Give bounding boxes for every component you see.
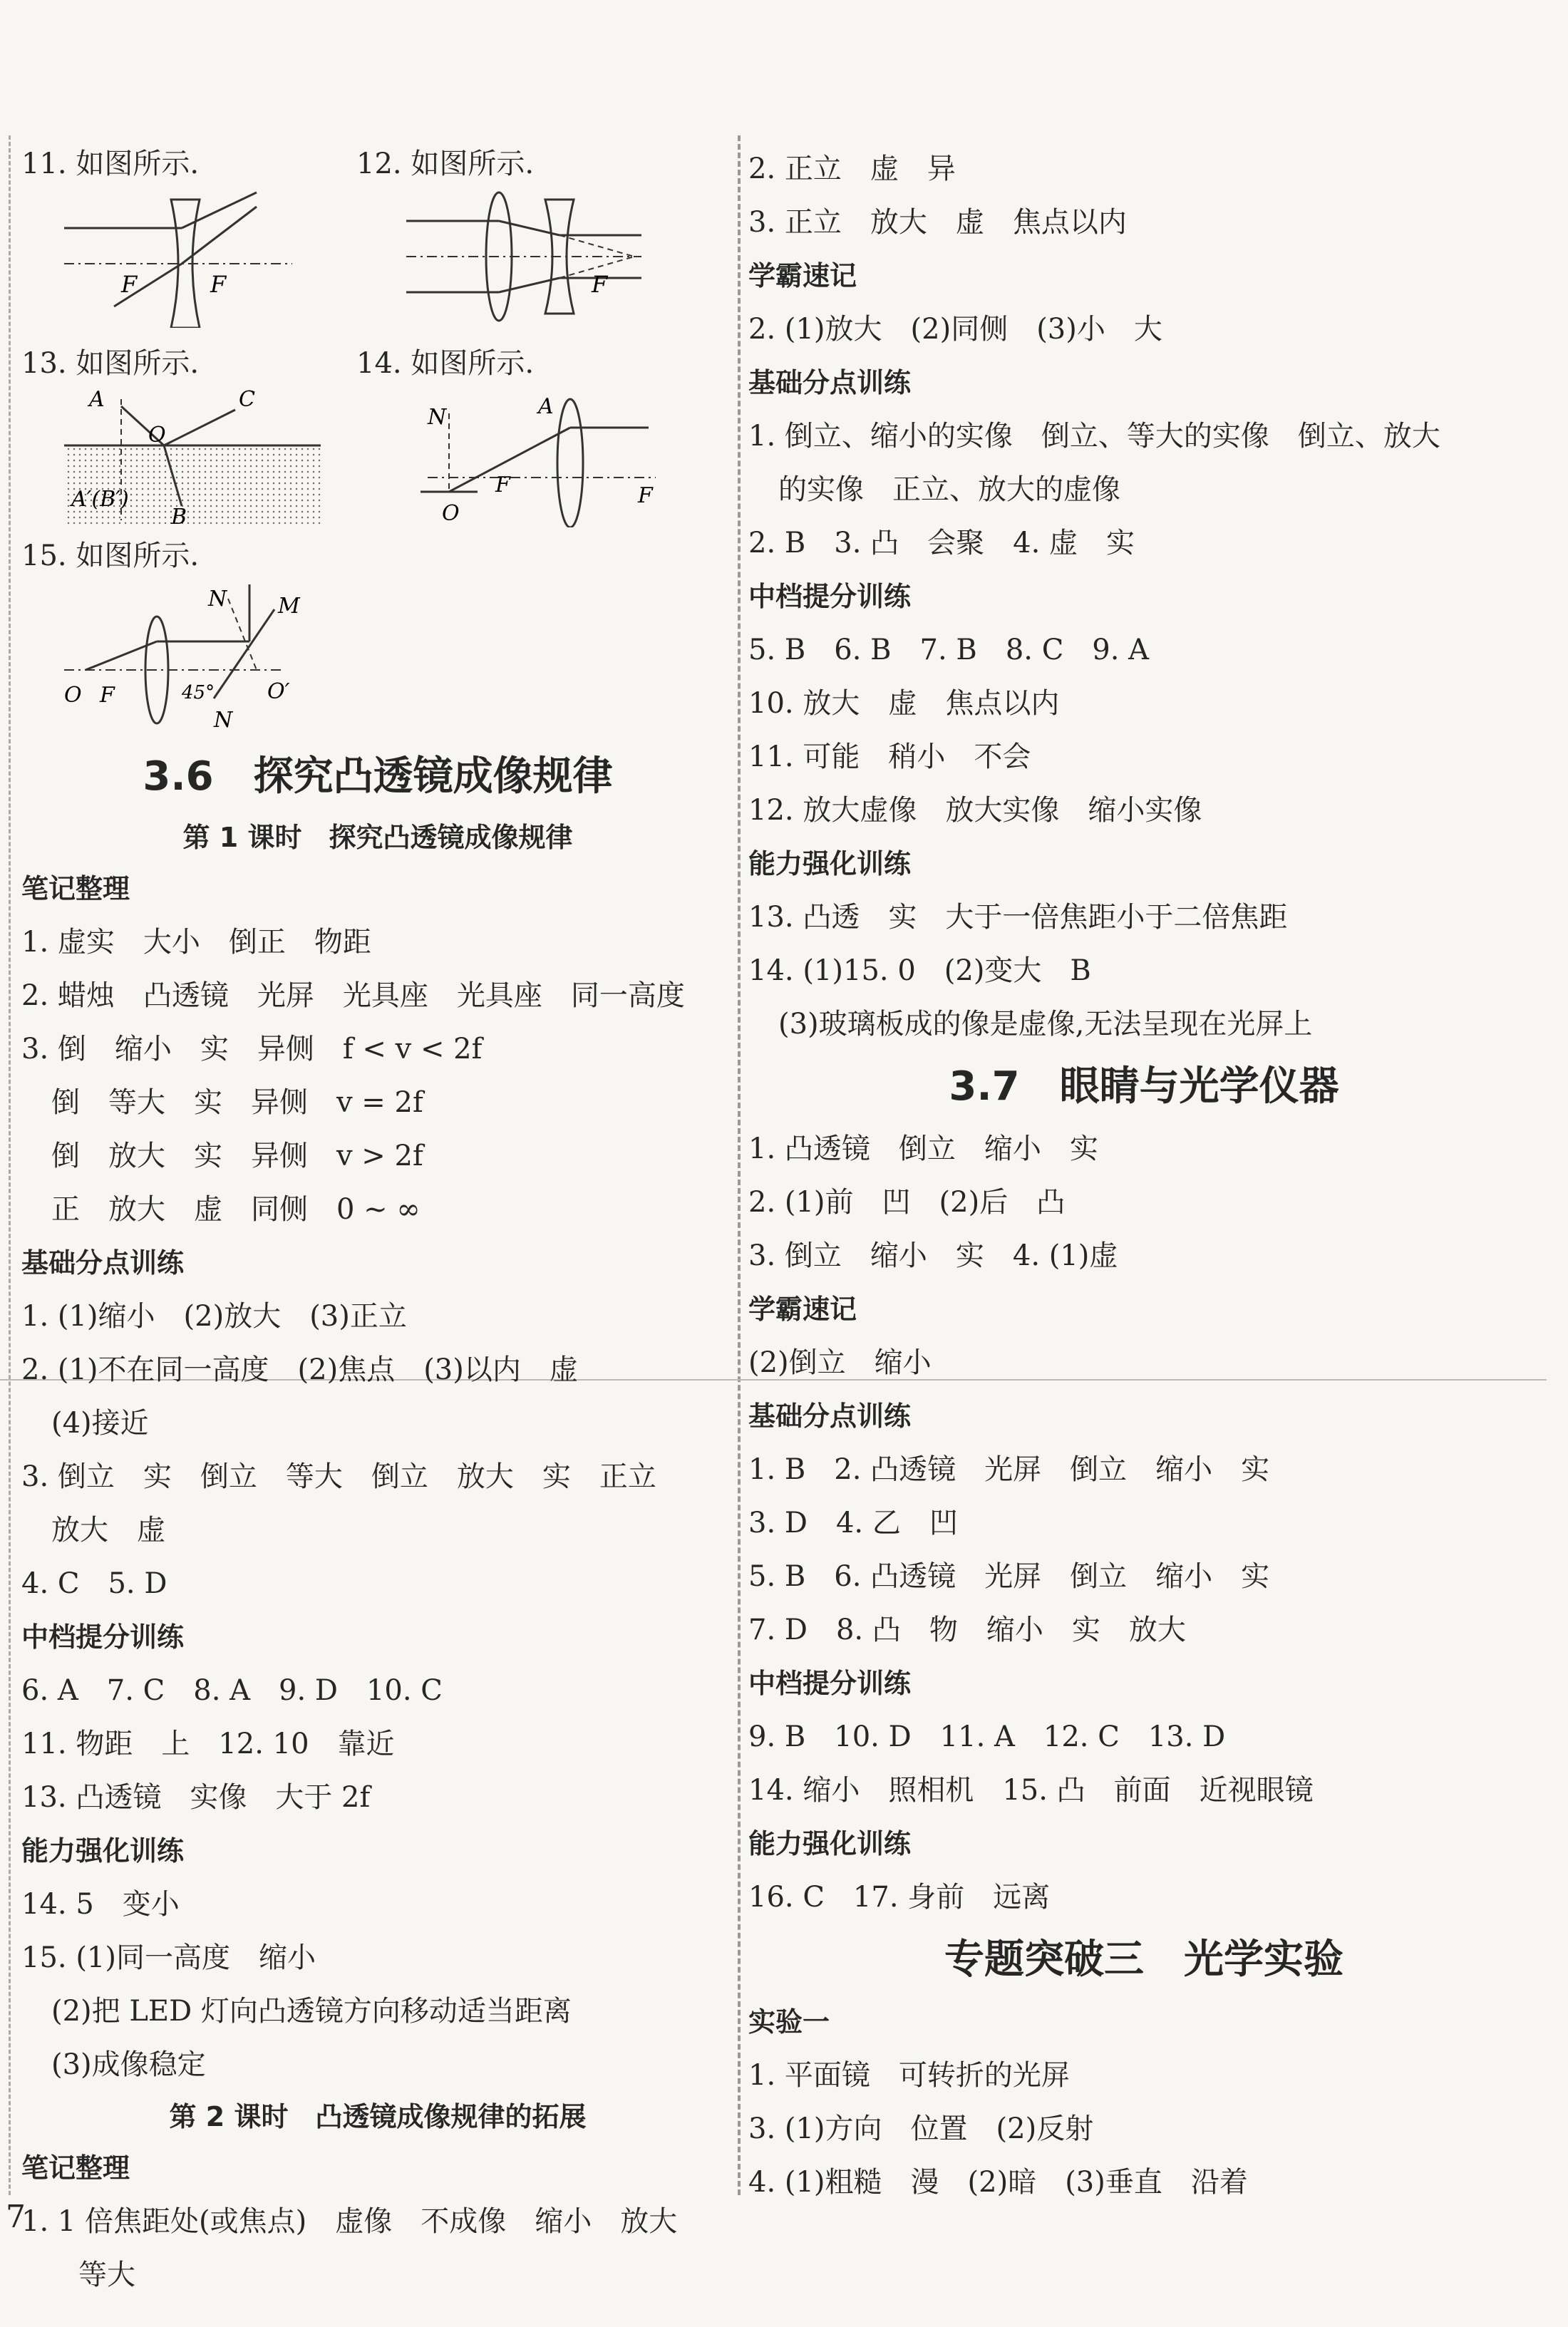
fig14-label-A: A xyxy=(538,394,554,419)
answer-line: 1. (1)缩小 (2)放大 (3)正立 xyxy=(21,1300,407,1333)
fig15-label-N-bottom: N xyxy=(214,708,233,733)
lesson-1-title: 第 1 课时 探究凸透镜成像规律 xyxy=(182,822,573,853)
answer-line: 2. 蜡烛 凸透镜 光屏 光具座 光具座 同一高度 xyxy=(21,979,685,1012)
left-margin-dash xyxy=(9,135,11,2195)
fig13-label-C: C xyxy=(239,387,255,412)
heading-mid-2: 中档提分训练 xyxy=(748,581,912,612)
fig15-label-45: 45° xyxy=(182,682,215,703)
heading-quick-2: 学霸速记 xyxy=(748,1294,857,1325)
heading-ability-2: 能力强化训练 xyxy=(748,848,912,879)
answer-line: 倒 放大 实 异侧 v > 2f xyxy=(51,1140,423,1172)
answer-line: 2. (1)前 凹 (2)后 凸 xyxy=(748,1186,1066,1219)
answer-line: 的实像 正立、放大的虚像 xyxy=(778,473,1120,506)
fig11-label-F-right: F xyxy=(210,271,227,298)
figure-15 xyxy=(21,535,449,737)
fig13-label-O: O xyxy=(148,423,166,448)
figure-13 xyxy=(21,342,349,530)
answer-line: 3. 正立 放大 虚 焦点以内 xyxy=(748,206,1127,239)
answer-line: 13. 凸透镜 实像 大于 2f xyxy=(21,1781,371,1814)
answer-line: 6. A 7. C 8. A 9. D 10. C xyxy=(21,1674,443,1707)
answer-line: 7. D 8. 凸 物 缩小 实 放大 xyxy=(748,1614,1186,1646)
answer-line: 11. 物距 上 12. 10 靠近 xyxy=(21,1728,395,1760)
fig15-label-O: O xyxy=(64,683,82,708)
answer-line: 4. C 5. D xyxy=(21,1567,167,1600)
answer-line: (3)成像稳定 xyxy=(51,2048,206,2081)
answer-line: 1. 凸透镜 倒立 缩小 实 xyxy=(748,1132,1098,1165)
figure-11-caption: 11. 如图所示. xyxy=(21,148,200,180)
answer-line: 10. 放大 虚 焦点以内 xyxy=(748,687,1060,720)
heading-ability-1: 能力强化训练 xyxy=(21,1835,185,1867)
answer-line: (3)玻璃板成的像是虚像,无法呈现在光屏上 xyxy=(778,1008,1313,1041)
fig11-label-F-left: F xyxy=(121,271,138,298)
answer-line: (2)倒立 缩小 xyxy=(748,1346,932,1379)
figure-15-caption: 15. 如图所示. xyxy=(21,540,200,572)
answer-line: (4)接近 xyxy=(51,1407,149,1440)
column-divider xyxy=(738,135,741,2195)
section-title-3-6: 3.6 探究凸透镜成像规律 xyxy=(143,753,613,800)
answer-line: 5. B 6. 凸透镜 光屏 倒立 缩小 实 xyxy=(748,1560,1270,1593)
figure-11 xyxy=(21,143,349,331)
heading-mid-3: 中档提分训练 xyxy=(748,1668,912,1699)
answer-line: 1. B 2. 凸透镜 光屏 倒立 缩小 实 xyxy=(748,1453,1270,1486)
answer-line: 5. B 6. B 7. B 8. C 9. A xyxy=(748,634,1150,666)
figure-13-diagram xyxy=(21,385,349,527)
answer-line: 1. 倒立、缩小的实像 倒立、等大的实像 倒立、放大 xyxy=(748,420,1440,453)
figure-15-diagram xyxy=(21,577,449,734)
heading-ability-3: 能力强化训练 xyxy=(748,1828,912,1859)
answer-line: 3. (1)方向 位置 (2)反射 xyxy=(748,2112,1094,2145)
figure-12-diagram xyxy=(356,185,684,335)
answer-line: 2. B 3. 凸 会聚 4. 虚 实 xyxy=(748,527,1135,559)
heading-notes-1: 笔记整理 xyxy=(21,873,130,904)
answer-line: 3. 倒 缩小 实 异侧 f < v < 2f xyxy=(21,1033,483,1066)
fig14-label-N: N xyxy=(428,405,447,430)
answer-line: 等大 xyxy=(78,2259,135,2291)
fig13-label-B: B xyxy=(171,505,187,527)
right-column xyxy=(748,143,1539,2209)
answer-line: 14. (1)15. 0 (2)变大 B xyxy=(748,954,1091,987)
figure-14 xyxy=(356,342,684,530)
heading-quick-1: 学霸速记 xyxy=(748,260,857,291)
fig15-label-Oprime: O′ xyxy=(267,679,290,704)
answer-line: 9. B 10. D 11. A 12. C 13. D xyxy=(748,1720,1226,1753)
figure-12 xyxy=(356,143,684,338)
figure-14-diagram xyxy=(356,385,684,527)
heading-basic-1: 基础分点训练 xyxy=(21,1247,185,1279)
answer-line: 3. 倒立 缩小 实 4. (1)虚 xyxy=(748,1239,1118,1272)
figure-13-caption: 13. 如图所示. xyxy=(21,347,200,380)
answer-line: 1. 1 倍焦距处(或焦点) 虚像 不成像 缩小 放大 xyxy=(21,2205,678,2238)
figure-11-diagram xyxy=(21,185,349,328)
heading-experiment-1: 实验一 xyxy=(748,2006,830,2038)
fig15-label-N-top: N xyxy=(208,587,227,612)
figure-14-caption: 14. 如图所示. xyxy=(356,347,535,380)
fig14-label-O: O xyxy=(442,501,460,526)
section-title-3-7: 3.7 眼睛与光学仪器 xyxy=(949,1063,1339,1110)
left-column xyxy=(21,143,734,2302)
answer-line: 11. 可能 稍小 不会 xyxy=(748,741,1031,773)
lesson-2-title: 第 2 课时 凸透镜成像规律的拓展 xyxy=(169,2101,587,2132)
answer-line: 2. (1)不在同一高度 (2)焦点 (3)以内 虚 xyxy=(21,1353,578,1386)
answer-line: 4. (1)粗糙 漫 (2)暗 (3)垂直 沿着 xyxy=(748,2166,1248,2199)
answer-line: (2)把 LED 灯向凸透镜方向移动适当距离 xyxy=(51,1995,572,2028)
heading-basic-3: 基础分点训练 xyxy=(748,1400,912,1432)
answer-line: 2. 正立 虚 异 xyxy=(748,153,956,185)
heading-notes-2: 笔记整理 xyxy=(21,2152,130,2184)
fig14-label-F-left: F xyxy=(495,473,510,497)
fig15-label-F: F xyxy=(100,683,115,708)
answer-line: 2. (1)放大 (2)同侧 (3)小 大 xyxy=(748,313,1162,346)
answer-line: 1. 虚实 大小 倒正 物距 xyxy=(21,926,371,959)
figure-row-13-14 xyxy=(21,342,734,535)
answer-line: 12. 放大虚像 放大实像 缩小实像 xyxy=(748,794,1202,827)
fig14-label-F-right: F xyxy=(638,483,653,508)
figure-row-11-12 xyxy=(21,143,734,342)
answer-line: 倒 等大 实 异侧 v = 2f xyxy=(51,1086,423,1119)
answer-line: 14. 5 变小 xyxy=(21,1888,180,1921)
page-number: 7 xyxy=(6,2199,26,2235)
fig13-label-AB-prime: A′(B′) xyxy=(71,487,129,512)
figure-12-caption: 12. 如图所示. xyxy=(356,148,535,180)
answer-line: 3. D 4. 乙 凹 xyxy=(748,1507,958,1539)
fig13-label-A: A xyxy=(89,387,105,412)
answer-line: 正 放大 虚 同侧 0 ~ ∞ xyxy=(51,1193,421,1226)
answer-line: 1. 平面镜 可转折的光屏 xyxy=(748,2059,1070,2092)
fig15-label-M: M xyxy=(278,594,300,619)
figure-row-15 xyxy=(21,535,734,741)
answer-line: 3. 倒立 实 倒立 等大 倒立 放大 实 正立 xyxy=(21,1460,656,1493)
fig12-label-F: F xyxy=(592,271,608,298)
topic-title: 专题突破三 光学实验 xyxy=(944,1936,1343,1983)
answer-line: 放大 虚 xyxy=(51,1514,165,1547)
answer-line: 16. C 17. 身前 远离 xyxy=(748,1881,1051,1914)
answer-line: 14. 缩小 照相机 15. 凸 前面 近视眼镜 xyxy=(748,1774,1314,1807)
answer-line: 15. (1)同一高度 缩小 xyxy=(21,1941,316,1974)
answer-line: 13. 凸透 实 大于一倍焦距小于二倍焦距 xyxy=(748,901,1288,934)
heading-basic-2: 基础分点训练 xyxy=(748,367,912,398)
heading-mid-1: 中档提分训练 xyxy=(21,1621,185,1653)
